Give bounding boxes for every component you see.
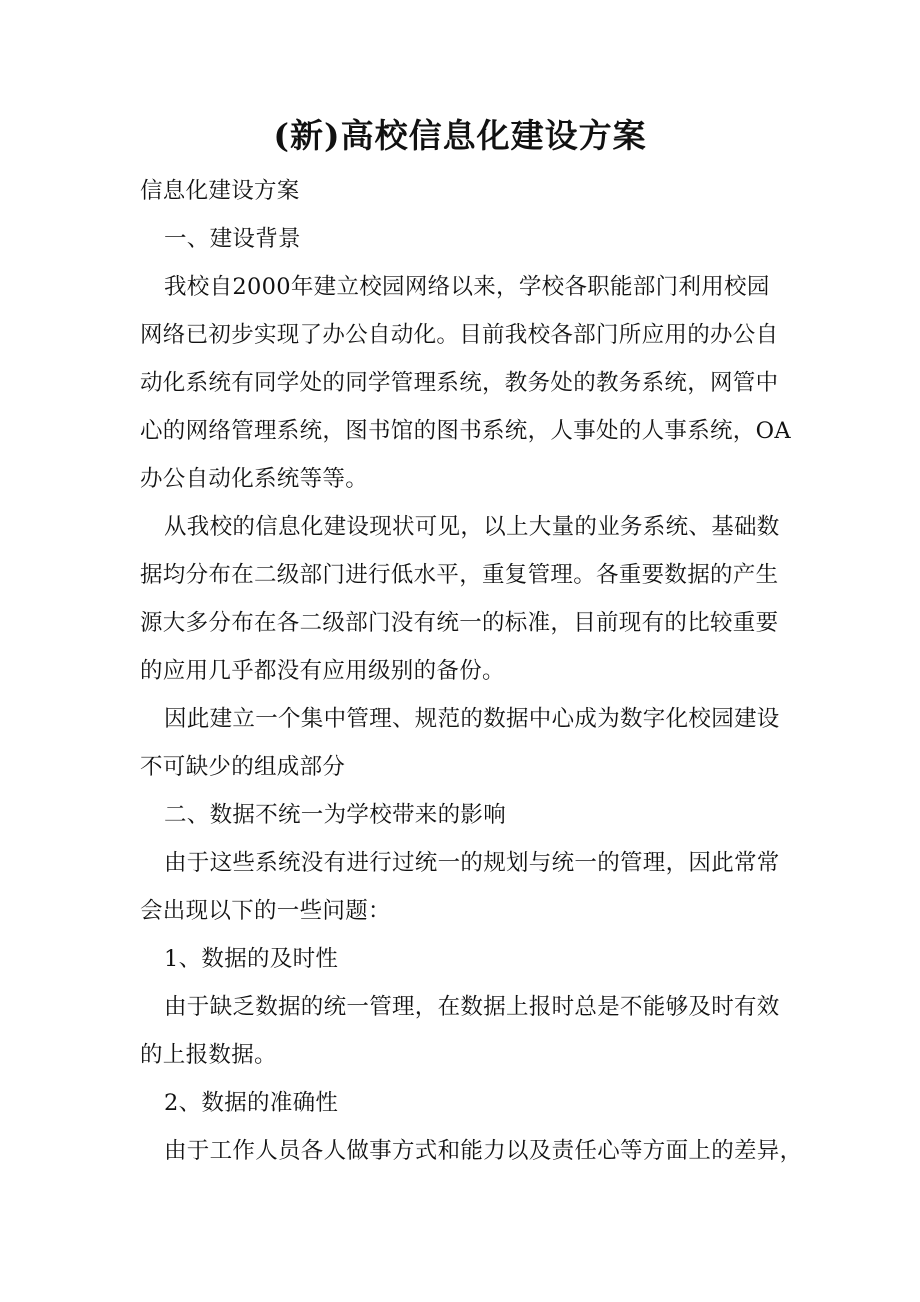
text-line: 因此建立一个集中管理、规范的数据中心成为数字化校园建设 <box>164 706 780 732</box>
text-line: 网络已初步实现了办公自动化。目前我校各部门所应用的办公自 <box>140 322 779 348</box>
section-heading-background <box>140 215 800 263</box>
section-heading-impact <box>140 791 800 839</box>
text-line: 源大多分布在各二级部门没有统一的标准，目前现有的比较重要 <box>140 610 779 636</box>
document-subtitle <box>140 167 800 215</box>
text-line: 2、数据的准确性 <box>164 1090 339 1116</box>
subheading-accuracy <box>140 1079 800 1127</box>
text-line: 由于这些系统没有进行过统一的规划与统一的管理，因此常常 <box>164 850 780 876</box>
text-line: 二、数据不统一为学校带来的影响 <box>164 802 507 828</box>
paragraph-accuracy <box>140 1127 803 1175</box>
text-line: 心的网络管理系统，图书馆的图书系统，人事处的人事系统，OA <box>140 418 791 444</box>
text-line: 动化系统有同学处的同学管理系统，教务处的教务系统，网管中 <box>140 370 779 396</box>
paragraph-data-center <box>140 695 800 791</box>
text-line: 的应用几乎都没有应用级别的备份。 <box>140 658 505 684</box>
text-line: 从我校的信息化建设现状可见，以上大量的业务系统、基础数 <box>164 514 780 540</box>
text-line: 会出现以下的一些问题： <box>140 898 391 924</box>
paragraph-current-status <box>140 503 800 695</box>
text-line: 据均分布在二级部门进行低水平，重复管理。各重要数据的产生 <box>140 562 779 588</box>
text-line: 1、数据的及时性 <box>164 946 339 972</box>
paragraph-problems-intro <box>140 839 800 935</box>
text-line: 一、建设背景 <box>164 226 301 252</box>
subtitle-line: 信息化建设方案 <box>140 178 300 204</box>
document-title: (新)高校信息化建设方案 <box>273 116 647 155</box>
text-line: 我校自2000年建立校园网络以来，学校各职能部门利用校园 <box>164 274 770 300</box>
paragraph-network-history <box>140 263 800 503</box>
subheading-timeliness <box>140 935 800 983</box>
text-line: 由于缺乏数据的统一管理，在数据上报时总是不能够及时有效 <box>164 994 780 1020</box>
text-line: 不可缺少的组成部分 <box>140 754 346 780</box>
text-line: 的上报数据。 <box>140 1042 277 1068</box>
text-line: 办公自动化系统等等。 <box>140 466 369 492</box>
document-body <box>140 167 803 1175</box>
text-line: 由于工作人员各人做事方式和能力以及责任心等方面上的差异， <box>164 1138 803 1164</box>
paragraph-timeliness <box>140 983 800 1079</box>
